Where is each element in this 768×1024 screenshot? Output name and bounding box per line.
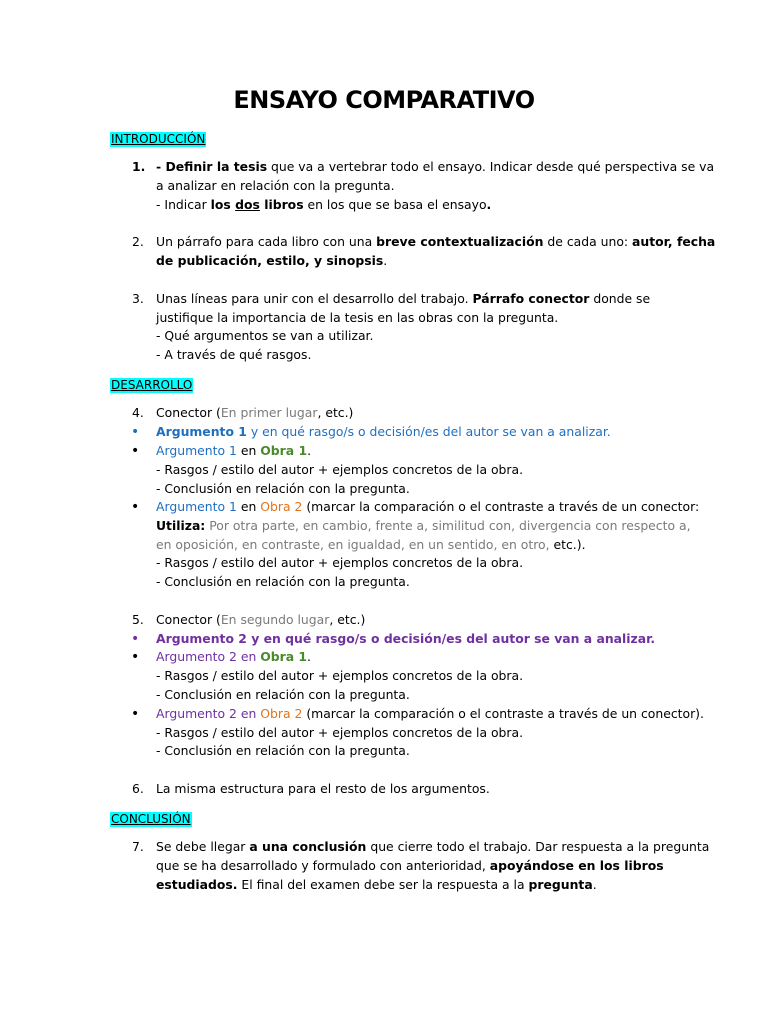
bullet-4: •	[131, 631, 140, 647]
item-6-line-1: La misma estructura para el resto de los argumentos.	[156, 781, 490, 796]
item-1-line-2: a analizar en relación con la pregunta.	[156, 178, 395, 193]
bullet-1: •	[131, 424, 140, 440]
bullet-5: •	[131, 649, 140, 665]
item-2-line-1: Un párrafo para cada libro con una breve contextualización de cada uno: autor, fecha	[156, 234, 716, 249]
item-number-7: 7.	[132, 839, 144, 854]
bullet-5-line-2: - Rasgos / estilo del autor + ejemplos concretos de la obra.	[156, 668, 524, 683]
item-3-line-3: - Qué argumentos se van a utilizar.	[156, 328, 374, 343]
bullet-3-line-2: Utiliza: Por otra parte, en cambio, frente a, similitud con, divergencia con respecto a,	[156, 518, 691, 533]
item-1-line-1: - Definir la tesis que va a vertebrar todo el ensayo. Indicar desde qué perspectiva se va	[156, 159, 715, 174]
item-number-4: 4.	[132, 405, 144, 420]
bullet-6: •	[131, 706, 140, 722]
item-3-line-2: justifique la importancia de la tesis en las obras con la pregunta.	[156, 310, 559, 325]
item-3-line-4: - A través de qué rasgos.	[156, 347, 312, 362]
heading-introduccion: INTRODUCCIÓN	[111, 132, 206, 146]
bullet-3-line-4: - Rasgos / estilo del autor + ejemplos concretos de la obra.	[156, 555, 524, 570]
bullet-2-line-1: Argumento 1 en Obra 1.	[156, 443, 312, 458]
heading-conclusion: CONCLUSIÓN	[111, 812, 191, 826]
bullet-3: •	[131, 499, 140, 515]
item-5-line-1: Conector (En segundo lugar, etc.)	[156, 612, 366, 627]
item-number-5: 5.	[132, 612, 144, 627]
bullet-3-line-1: Argumento 1 en Obra 2 (marcar la comparación o el contraste a través de un conector:	[156, 499, 700, 514]
bullet-3-line-5: - Conclusión en relación con la pregunta.	[156, 574, 410, 589]
item-number-6: 6.	[132, 781, 144, 796]
bullet-6-line-1: Argumento 2 en Obra 2 (marcar la comparación o el contraste a través de un conector).	[156, 706, 704, 721]
item-number-3: 3.	[132, 291, 144, 306]
item-3-line-1: Unas líneas para unir con el desarrollo del trabajo. Párrafo conector donde se	[156, 291, 651, 306]
bullet-2: •	[131, 443, 140, 459]
item-1-line-3: - Indicar los dos libros en los que se basa el ensayo.	[156, 197, 492, 212]
item-7-line-3: estudiados. El final del examen debe ser la respuesta a la pregunta.	[156, 877, 597, 892]
document-title: ENSAYO COMPARATIVO	[233, 86, 535, 114]
heading-desarrollo: DESARROLLO	[111, 378, 193, 392]
bullet-6-line-3: - Conclusión en relación con la pregunta.	[156, 743, 410, 758]
item-2-line-2: de publicación, estilo, y sinopsis.	[156, 253, 388, 268]
item-number-1: 1.	[132, 159, 146, 174]
bullet-1-line-1: Argumento 1 y en qué rasgo/s o decisión/es del autor se van a analizar.	[156, 424, 611, 439]
bullet-2-line-2: - Rasgos / estilo del autor + ejemplos concretos de la obra.	[156, 462, 524, 477]
bullet-4-line-1: Argumento 2 y en qué rasgo/s o decisión/es del autor se van a analizar.	[156, 631, 656, 646]
item-7-line-2: que se ha desarrollado y formulado con anterioridad, apoyándose en los libros	[156, 858, 664, 873]
bullet-3-line-3: en oposición, en contraste, en igualdad, en un sentido, en otro, etc.).	[156, 537, 586, 552]
item-4-line-1: Conector (En primer lugar, etc.)	[156, 405, 354, 420]
bullet-6-line-2: - Rasgos / estilo del autor + ejemplos concretos de la obra.	[156, 725, 524, 740]
item-number-2: 2.	[132, 234, 144, 249]
bullet-5-line-1: Argumento 2 en Obra 1.	[156, 649, 311, 664]
bullet-5-line-3: - Conclusión en relación con la pregunta.	[156, 687, 410, 702]
item-7-line-1: Se debe llegar a una conclusión que cierre todo el trabajo. Dar respuesta a la pregunta	[156, 839, 710, 854]
bullet-2-line-3: - Conclusión en relación con la pregunta.	[156, 481, 410, 496]
